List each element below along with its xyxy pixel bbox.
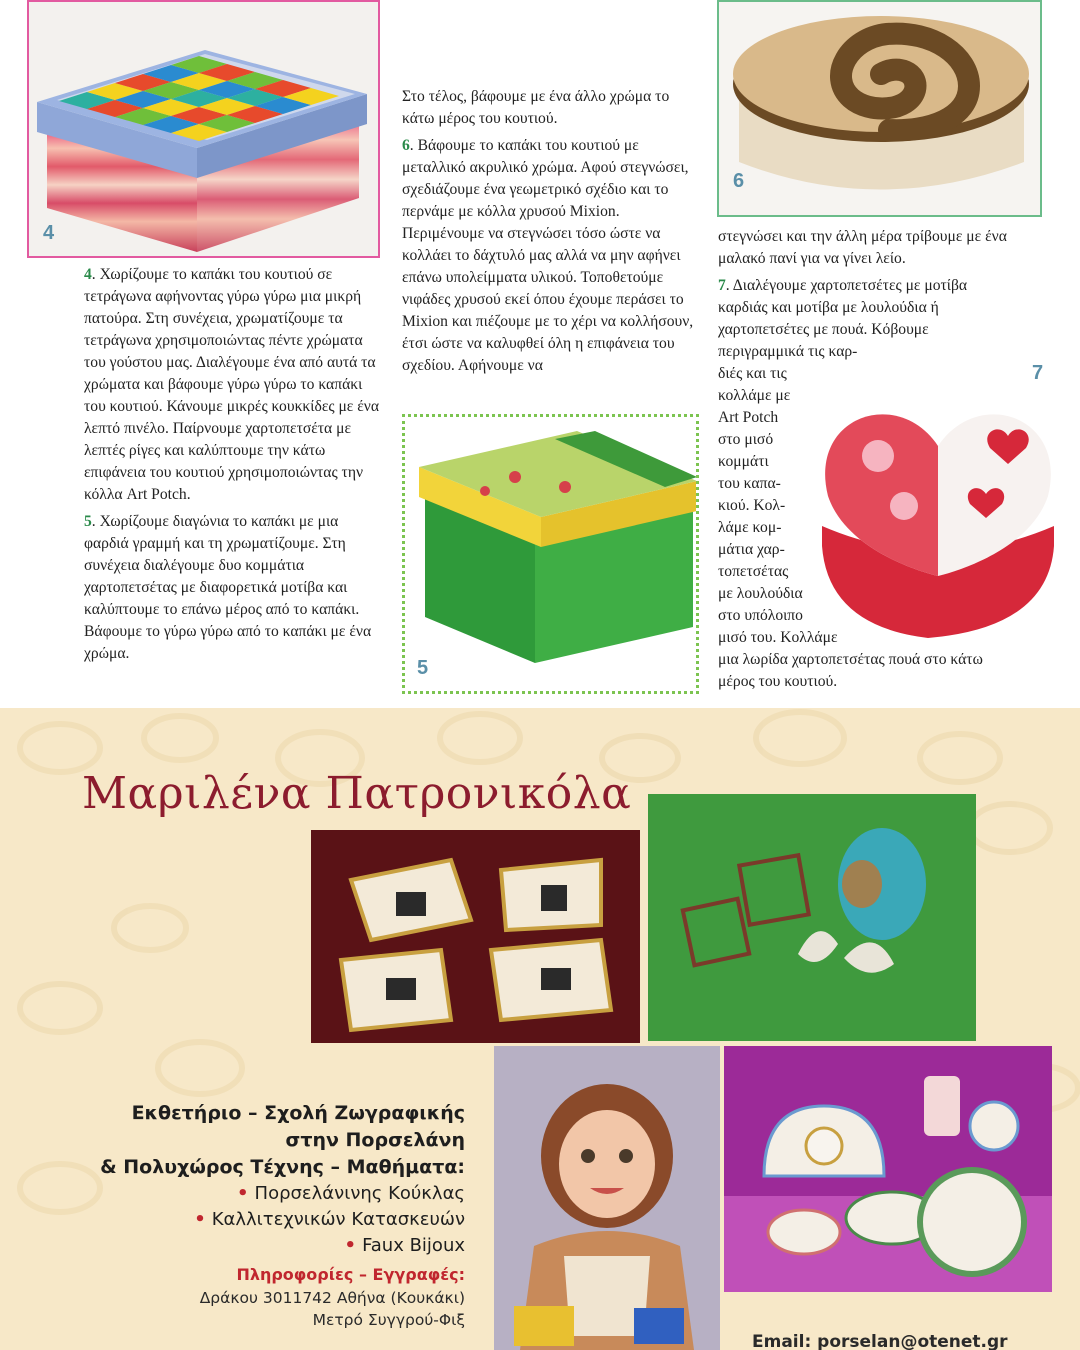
advertisement: [0, 708, 1080, 1350]
step-number-4: 4: [84, 266, 92, 283]
photo-number-4: 4: [43, 222, 55, 244]
checkered-box-illustration: [29, 2, 378, 256]
para7-line: διές και τις: [718, 365, 787, 382]
porcelain-plates-illustration: [311, 830, 640, 1043]
ad-info-block: [60, 1100, 465, 1331]
para7-line: κιού. Κολ-: [718, 497, 786, 514]
para7-line: του καπα-: [718, 475, 781, 492]
paragraph-7-text-a: . Διαλέγουμε χαρτοπετσέτες με μοτίβα καρδιάς και μοτίβα με λουλούδια ή χαρτοπετσέτες με πουά. Κόβουμε περιγραμμικά τις καρ-: [718, 277, 968, 360]
para7-line: Art Potch: [718, 409, 779, 426]
paragraph-7-narrow: [718, 363, 838, 649]
ad-address-line: Μετρό Συγγρού-Φιξ: [312, 1311, 465, 1329]
para7-line: μάτια χαρ-: [718, 541, 785, 558]
column-right: [718, 226, 1018, 698]
para7-line: τοπετσέτας: [718, 563, 789, 580]
porcelain-doll-illustration: [494, 1046, 720, 1350]
para7-line: κομμάτι: [718, 453, 769, 470]
middle-intro: Στο τέλος, βάφουμε με ένα άλλο χρώμα το κάτω μέρος του κουτιού.: [402, 88, 670, 127]
photo-porcelain-plates: [311, 830, 640, 1043]
step-number-5: 5: [84, 513, 92, 530]
para7-line: μισό του. Κολλάμε: [718, 629, 838, 646]
para7-line: στο μισό: [718, 431, 774, 448]
para7-line: στο υπόλοιπο: [718, 607, 803, 624]
ad-title: Μαριλένα Πατρονικόλα: [82, 768, 632, 819]
ad-bullet: [60, 1233, 465, 1259]
column-middle: [402, 86, 698, 382]
photo-porcelain-doll: [494, 1046, 720, 1350]
right-intro: στεγνώσει και την άλλη μέρα τρίβουμε με ένα μαλακό πανί για να γίνει λείο.: [718, 228, 1007, 267]
paragraph-7-start: [718, 275, 1018, 363]
ad-heading-line: Εκθετήριο – Σχολή Ζωγραφικής: [131, 1102, 465, 1124]
bullet-dot-icon: •: [194, 1209, 206, 1230]
ad-heading-line: στην Πορσελάνη: [285, 1129, 465, 1151]
column-left: [84, 264, 380, 670]
para7-line: κολλάμε με: [718, 387, 791, 404]
bullet-dot-icon: •: [344, 1235, 357, 1256]
ad-info-label: Πληροφορίες – Εγγραφές:: [236, 1265, 465, 1284]
jewelry-illustration: [648, 794, 976, 1041]
ad-bullet-text: Faux Bijoux: [362, 1235, 465, 1256]
paragraph-4-text: . Χωρίζουμε το καπάκι του κουτιού σε τετράγωνα αφήνοντας γύρω γύρω μια μικρή πατούρα. Στη συνέχεια, χρωματίζουμε τα τετράγωνα χρησιμοποιώντας πέντε χρώματα του γούστου μας. Διαλέγουμε ένα από αυτά τα χρώματα και βάφουμε γύρω γύρω το καπάκι του κουτιού. Κάνουμε μικρές κουκκίδες με ένα λεπτό πινέλο. Παίρνουμε χαρτοπετσέτα με λεπτές ρίγες και καλύπτουμε την κάτω επιφάνεια του κουτιού χρησιμοποιώντας την κόλλα Art Potch.: [84, 266, 380, 503]
para7-line: λάμε κομ-: [718, 519, 782, 536]
photo-box-6: [717, 0, 1042, 217]
ad-bullet: [60, 1207, 465, 1233]
green-box-illustration: [405, 417, 696, 691]
step-number-6: 6: [402, 137, 410, 154]
photo-number-6: 6: [733, 170, 745, 192]
paragraph-7-end: μια λωρίδα χαρτοπετσέτας πουά στο κάτω μέρος του κουτιού.: [718, 651, 983, 690]
paragraph-6-text: . Βάφουμε το καπάκι του κουτιού με μεταλλικό ακρυλικό χρώμα. Αφού στεγνώσει, σχεδιάζουμε ένα γεωμετρικό σχέδιο και το περνάμε με κόλλα χρυσού Mixion. Περιμένουμε να στεγνώσει τόσο ώστε να κολλάει το δάχτυλό μας αλλά να μην αφήνει επάνω υπολείμματα υλικού. Τοποθετούμε νιφάδες χρυσού εκεί όπου έχουμε περάσει το Mixion και πιέζουμε με το χέρι να κολλήσουν, έτσι ώστε να καλυφθεί όλη η επιφάνεια του σχεδίου. Αφήνουμε να: [402, 137, 694, 374]
ad-email[interactable]: Email: porselan@otenet.gr: [752, 1332, 1008, 1350]
photo-number-7: 7: [1032, 362, 1044, 384]
photo-jewelry: [648, 794, 976, 1041]
paragraph-4: [84, 264, 380, 506]
paragraph-5: [84, 511, 380, 665]
ad-bullet: [60, 1181, 465, 1207]
spiral-box-illustration: [719, 2, 1040, 215]
paragraph-6: [402, 135, 698, 377]
photo-box-4: [27, 0, 380, 258]
ad-heading-line: & Πολυχώρος Τέχνης – Μαθήματα:: [100, 1156, 465, 1178]
para7-line: με λουλούδια: [718, 585, 803, 602]
step-number-7: 7: [718, 277, 726, 294]
ad-bullet-text: Καλλιτεχνικών Κατασκευών: [211, 1209, 465, 1230]
photo-porcelain-items: [724, 1046, 1052, 1292]
ad-address-line: Δράκου 3011742 Αθήνα (Κουκάκι): [199, 1289, 465, 1307]
photo-box-5: [402, 414, 699, 694]
ad-bullet-text: Πορσελάνινης Κούκλας: [254, 1183, 465, 1204]
bullet-dot-icon: •: [237, 1183, 249, 1204]
porcelain-items-illustration: [724, 1046, 1052, 1292]
photo-number-5: 5: [417, 657, 429, 679]
paragraph-5-text: . Χωρίζουμε διαγώνια το καπάκι με μια φαρδιά γραμμή και τη χρωματίζουμε. Στη συνέχεια διαλέγουμε δυο κομμάτια χαρτοπετσέτας με διαφορετικά μοτίβα και καλύπτουμε το επάνω μέρος από το καπάκι. Βάφουμε το γύρω γύρω από το καπάκι με ένα χρώμα.: [84, 513, 372, 662]
